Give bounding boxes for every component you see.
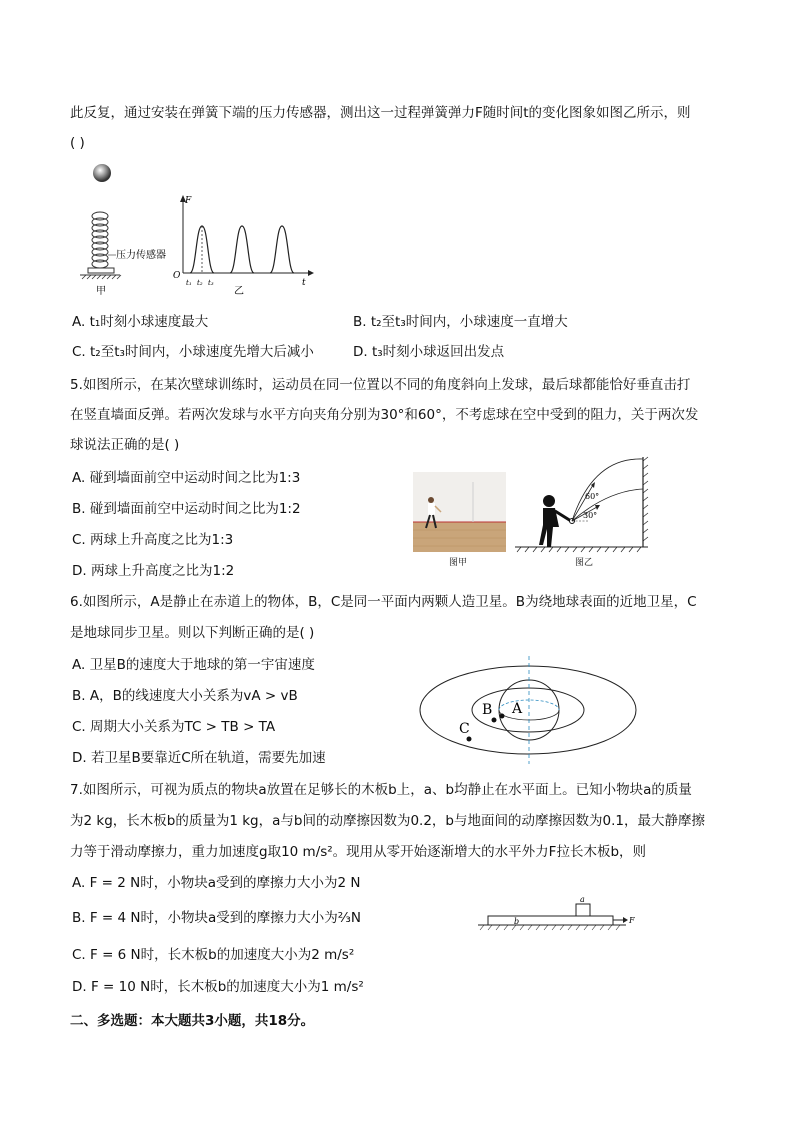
svg-text:b: b <box>514 917 520 926</box>
q7-option-b: B. F = 4 N时，小物块a受到的摩擦力大小为⅔N <box>72 910 361 926</box>
svg-text:F: F <box>629 916 635 925</box>
svg-text:O: O <box>173 271 181 281</box>
q4-stem-line1: 此反复，通过安装在弹簧下端的压力传感器，测出这一过程弹簧弹力F随时间t的变化图象如图乙所示，则 <box>70 105 691 121</box>
svg-text:B: B <box>482 702 493 718</box>
q5-stem-line3: 球说法正确的是( ) <box>70 437 180 453</box>
svg-text:压力传感器: 压力传感器 <box>116 250 166 261</box>
q5-option-b: B. 碰到墙面前空中运动时间之比为1:2 <box>72 501 301 517</box>
svg-text:F: F <box>185 196 192 206</box>
svg-text:甲: 甲 <box>96 286 106 297</box>
svg-text:A: A <box>512 701 523 717</box>
q7-option-a: A. F = 2 N时，小物块a受到的摩擦力大小为2 N <box>72 875 361 891</box>
q6-stem-line2: 是地球同步卫星。则以下判断正确的是( ) <box>70 625 315 641</box>
q7-stem-line3: 力等于滑动摩擦力，重力加速度g取10 m/s²。现用从零开始逐渐增大的水平外力F拉长木板b，则 <box>70 844 647 860</box>
q6-option-c: C. 周期大小关系为TC > TB > TA <box>72 719 276 735</box>
q5-fig-jia-label: 图甲 <box>449 558 468 568</box>
q6-option-b: B. A，B的线速度大小关系为vA > vB <box>72 688 298 704</box>
q7-option-c: C. F = 6 N时，长木板b的加速度大小为2 m/s² <box>72 947 355 963</box>
q4-option-c: C. t₂至t₃时间内，小球速度先增大后减小 <box>72 344 314 360</box>
q5-stem-line2: 在竖直墙面反弹。若两次发球与水平方向夹角分别为30°和60°，不考虑球在空中受到的阻力，关于两次发 <box>70 407 699 423</box>
q6-stem-line1: 6.如图所示，A是静止在赤道上的物体，B，C是同一平面内两颗人造卫星。B为绕地球表面的近地卫星，C <box>70 594 697 610</box>
svg-text:t₂: t₂ <box>197 279 203 287</box>
section-heading-multiple-choice: 二、多选题：本大题共3小题，共18分。 <box>70 1013 315 1029</box>
q6-option-d: D. 若卫星B要靠近C所在轨道，需要先加速 <box>72 750 326 766</box>
q4-stem-line2: ( ) <box>70 135 85 151</box>
svg-text:乙: 乙 <box>234 286 244 297</box>
q7-option-d: D. F = 10 N时，长木板b的加速度大小为1 m/s² <box>72 979 364 995</box>
svg-text:a: a <box>580 896 585 904</box>
q5-option-c: C. 两球上升高度之比为1:3 <box>72 532 234 548</box>
q5-fig-yi-label: 图乙 <box>575 558 594 568</box>
svg-text:t₃: t₃ <box>208 279 214 287</box>
q7-stem-line2: 为2 kg，长木板b的质量为1 kg，a与b间的动摩擦因数为0.2，b与地面间的动摩擦因数为0.1，最大静摩擦 <box>70 813 705 829</box>
q5-photo-squash-court <box>413 472 506 552</box>
q4-option-b: B. t₂至t₃时间内，小球速度一直增大 <box>353 314 568 330</box>
q6-option-a: A. 卫星B的速度大于地球的第一宇宙速度 <box>72 657 315 673</box>
q5-stem-line1: 5.如图所示，在某次壁球训练时，运动员在同一位置以不同的角度斜向上发球，最后球都能恰好垂直击打 <box>70 377 691 393</box>
q5-option-a: A. 碰到墙面前空中运动时间之比为1:3 <box>72 470 301 486</box>
svg-text:C: C <box>459 721 470 737</box>
q5-option-d: D. 两球上升高度之比为1:2 <box>72 563 235 579</box>
ball-icon <box>93 164 111 182</box>
svg-text:30°: 30° <box>583 511 598 520</box>
q4-figure-spring-and-graph <box>78 158 318 298</box>
svg-text:t: t <box>302 278 306 288</box>
q7-block-board-figure <box>476 896 636 936</box>
q4-option-d: D. t₃时刻小球返回出发点 <box>353 344 505 360</box>
q5-diagram-ball-trajectory <box>515 455 660 555</box>
svg-text:t₁: t₁ <box>186 279 192 287</box>
q7-stem-line1: 7.如图所示，可视为质点的物块a放置在足够长的木板b上，a、b均静止在水平面上。已知小物块a的质量 <box>70 782 692 798</box>
svg-text:60°: 60° <box>585 492 600 501</box>
q6-orbit-diagram <box>418 654 638 766</box>
q4-option-a: A. t₁时刻小球速度最大 <box>72 314 209 330</box>
